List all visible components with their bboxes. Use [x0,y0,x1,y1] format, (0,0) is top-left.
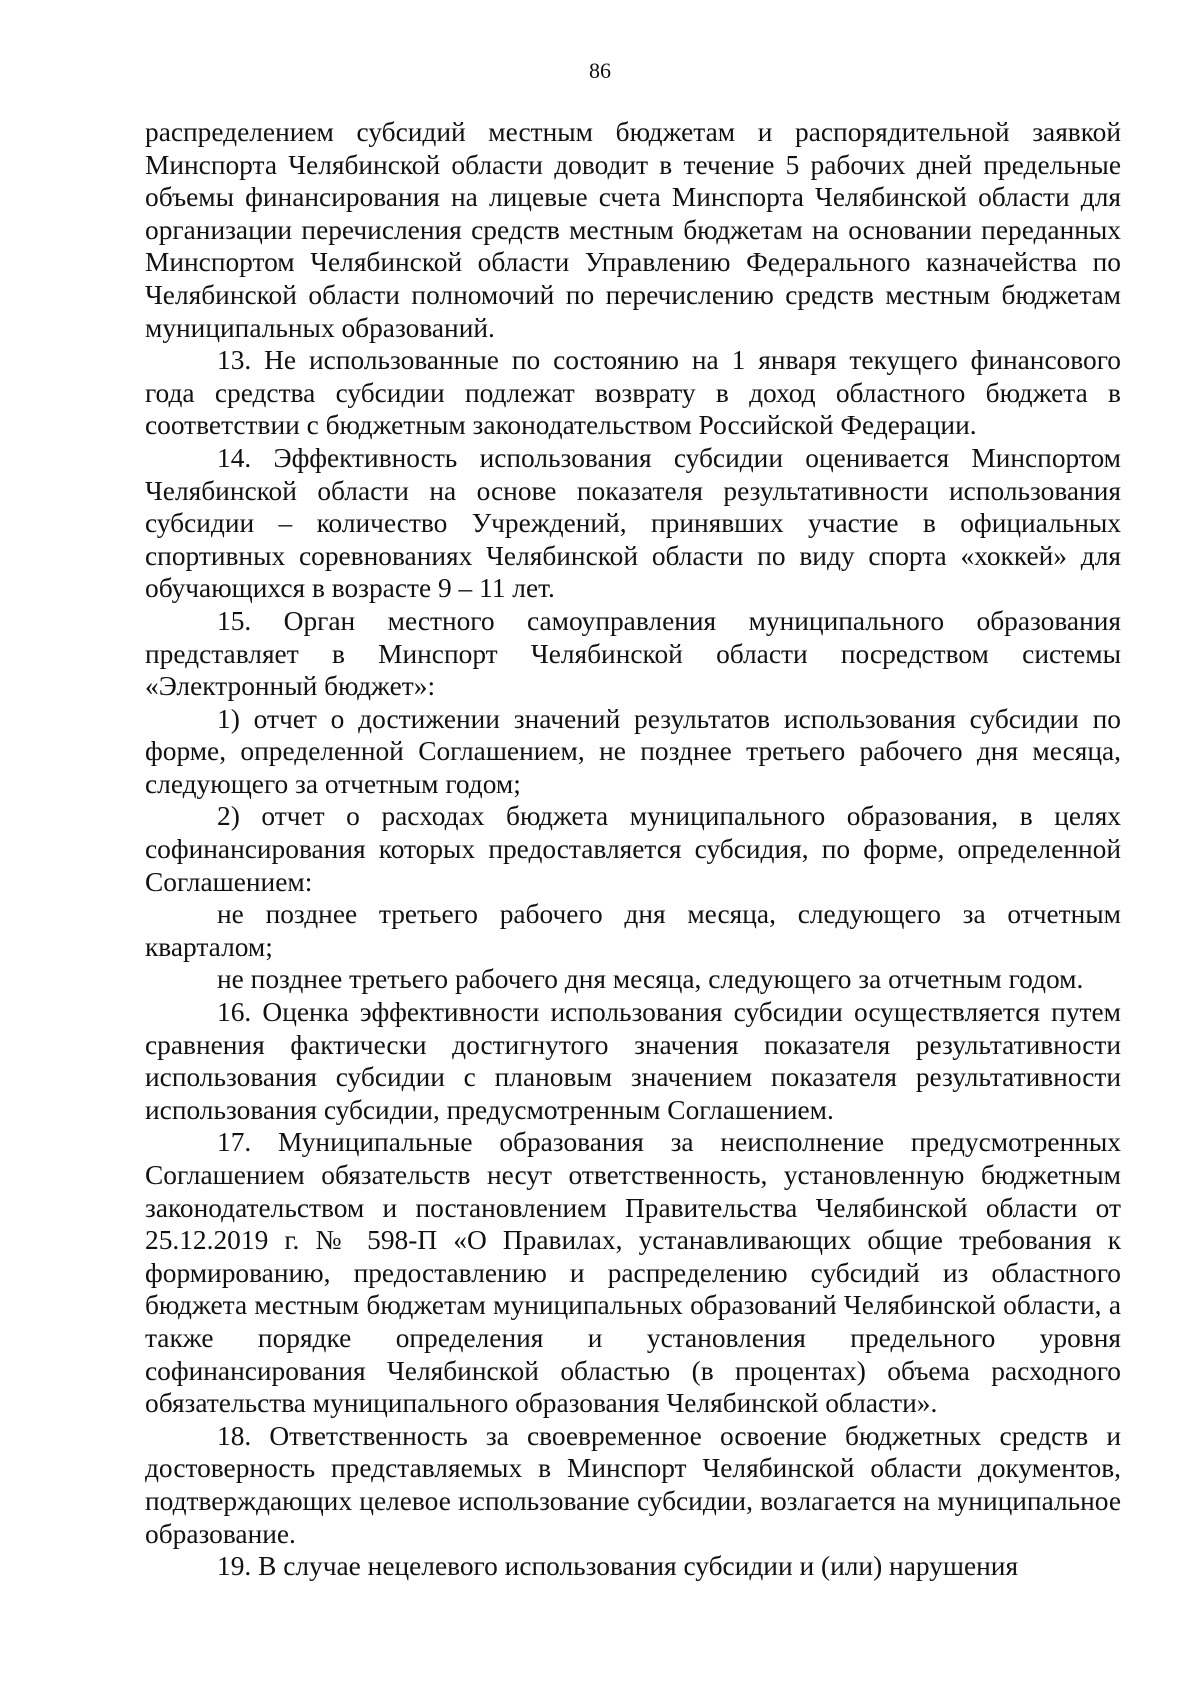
paragraph-15: 15. Орган местного самоуправления муниципального образования представляет в Минспорт Челябинской области посредством системы «Электронный бюджет»: [145,605,1121,702]
document-body [145,116,1121,1583]
paragraph-15-item-2-yearly: не позднее третьего рабочего дня месяца, следующего за отчетным годом. [217,964,1084,995]
paragraph-16: 16. Оценка эффективности использования субсидии осуществляется путем сравнения фактически достигнутого значения показателя результативности использования субсидии с плановым значением показателя результативности использования субсидии, предусмотренным Соглашением. [145,997,1121,1125]
paragraph-15-item-1: 1) отчет о достижении значений результатов использования субсидии по форме, определенной Соглашением, не позднее третьего рабочего дня месяца, следующего за отчетным годом; [145,703,1121,799]
paragraph-17: 17. Муниципальные образования за неисполнение предусмотренных Соглашением обязательств несут ответственность, установленную бюджетным законодательством и постановлением Правительства Челябинской области от 25.12.2019 г. № 598-П «О Правилах, устанавливающих общие требования к формированию, предоставлению и распределению субсидий из областного бюджета местным бюджетам муниципальных образований Челябинской области, а также порядке определения и установления предельного уровня софинансирования Челябинской областью (в процентах) объема расходного обязательства муниципального образования Челябинской области». [145,1127,1121,1419]
page-number: 86 [589,58,611,83]
paragraph-15-item-2: 2) отчет о расходах бюджета муниципального образования, в целях софинансирования которых предоставляется субсидия, по форме, определенной Соглашением: [145,801,1121,897]
paragraph-19: 19. В случае нецелевого использования субсидии и (или) нарушения [217,1551,1019,1582]
paragraph-13: 13. Не использованные по состоянию на 1 января текущего финансового года средства субсидии подлежат возврату в доход областного бюджета в соответствии с бюджетным законодательством Российской Федерации. [145,345,1121,441]
paragraph-14: 14. Эффективность использования субсидии оценивается Минспортом Челябинской области на основе показателя результативности использования субсидии – количество Учреждений, принявших участие в официальных спортивных соревнованиях Челябинской области по виду спорта «хоккей» для обучающихся в возрасте 9 – 11 лет. [145,442,1121,604]
paragraph-15-item-2-quarterly: не позднее третьего рабочего дня месяца, следующего за отчетным кварталом; [145,899,1121,962]
paragraph-continuation: распределением субсидий местным бюджетам и распорядительной заявкой Минспорта Челябинской области доводит в течение 5 рабочих дней предельные объемы финансирования на лицевые счета Минспорта Челябинской области для организации перечисления средств местным бюджетам на основании переданных Минспортом Челябинской области Управлению Федерального казначейства по Челябинской области полномочий по перечислению средств местным бюджетам муниципальных образований. [145,117,1121,343]
paragraph-18: 18. Ответственность за своевременное освоение бюджетных средств и достоверность представляемых в Минспорт Челябинской области документов, подтверждающих целевое использование субсидии, возлагается на муниципальное образование. [145,1420,1121,1549]
